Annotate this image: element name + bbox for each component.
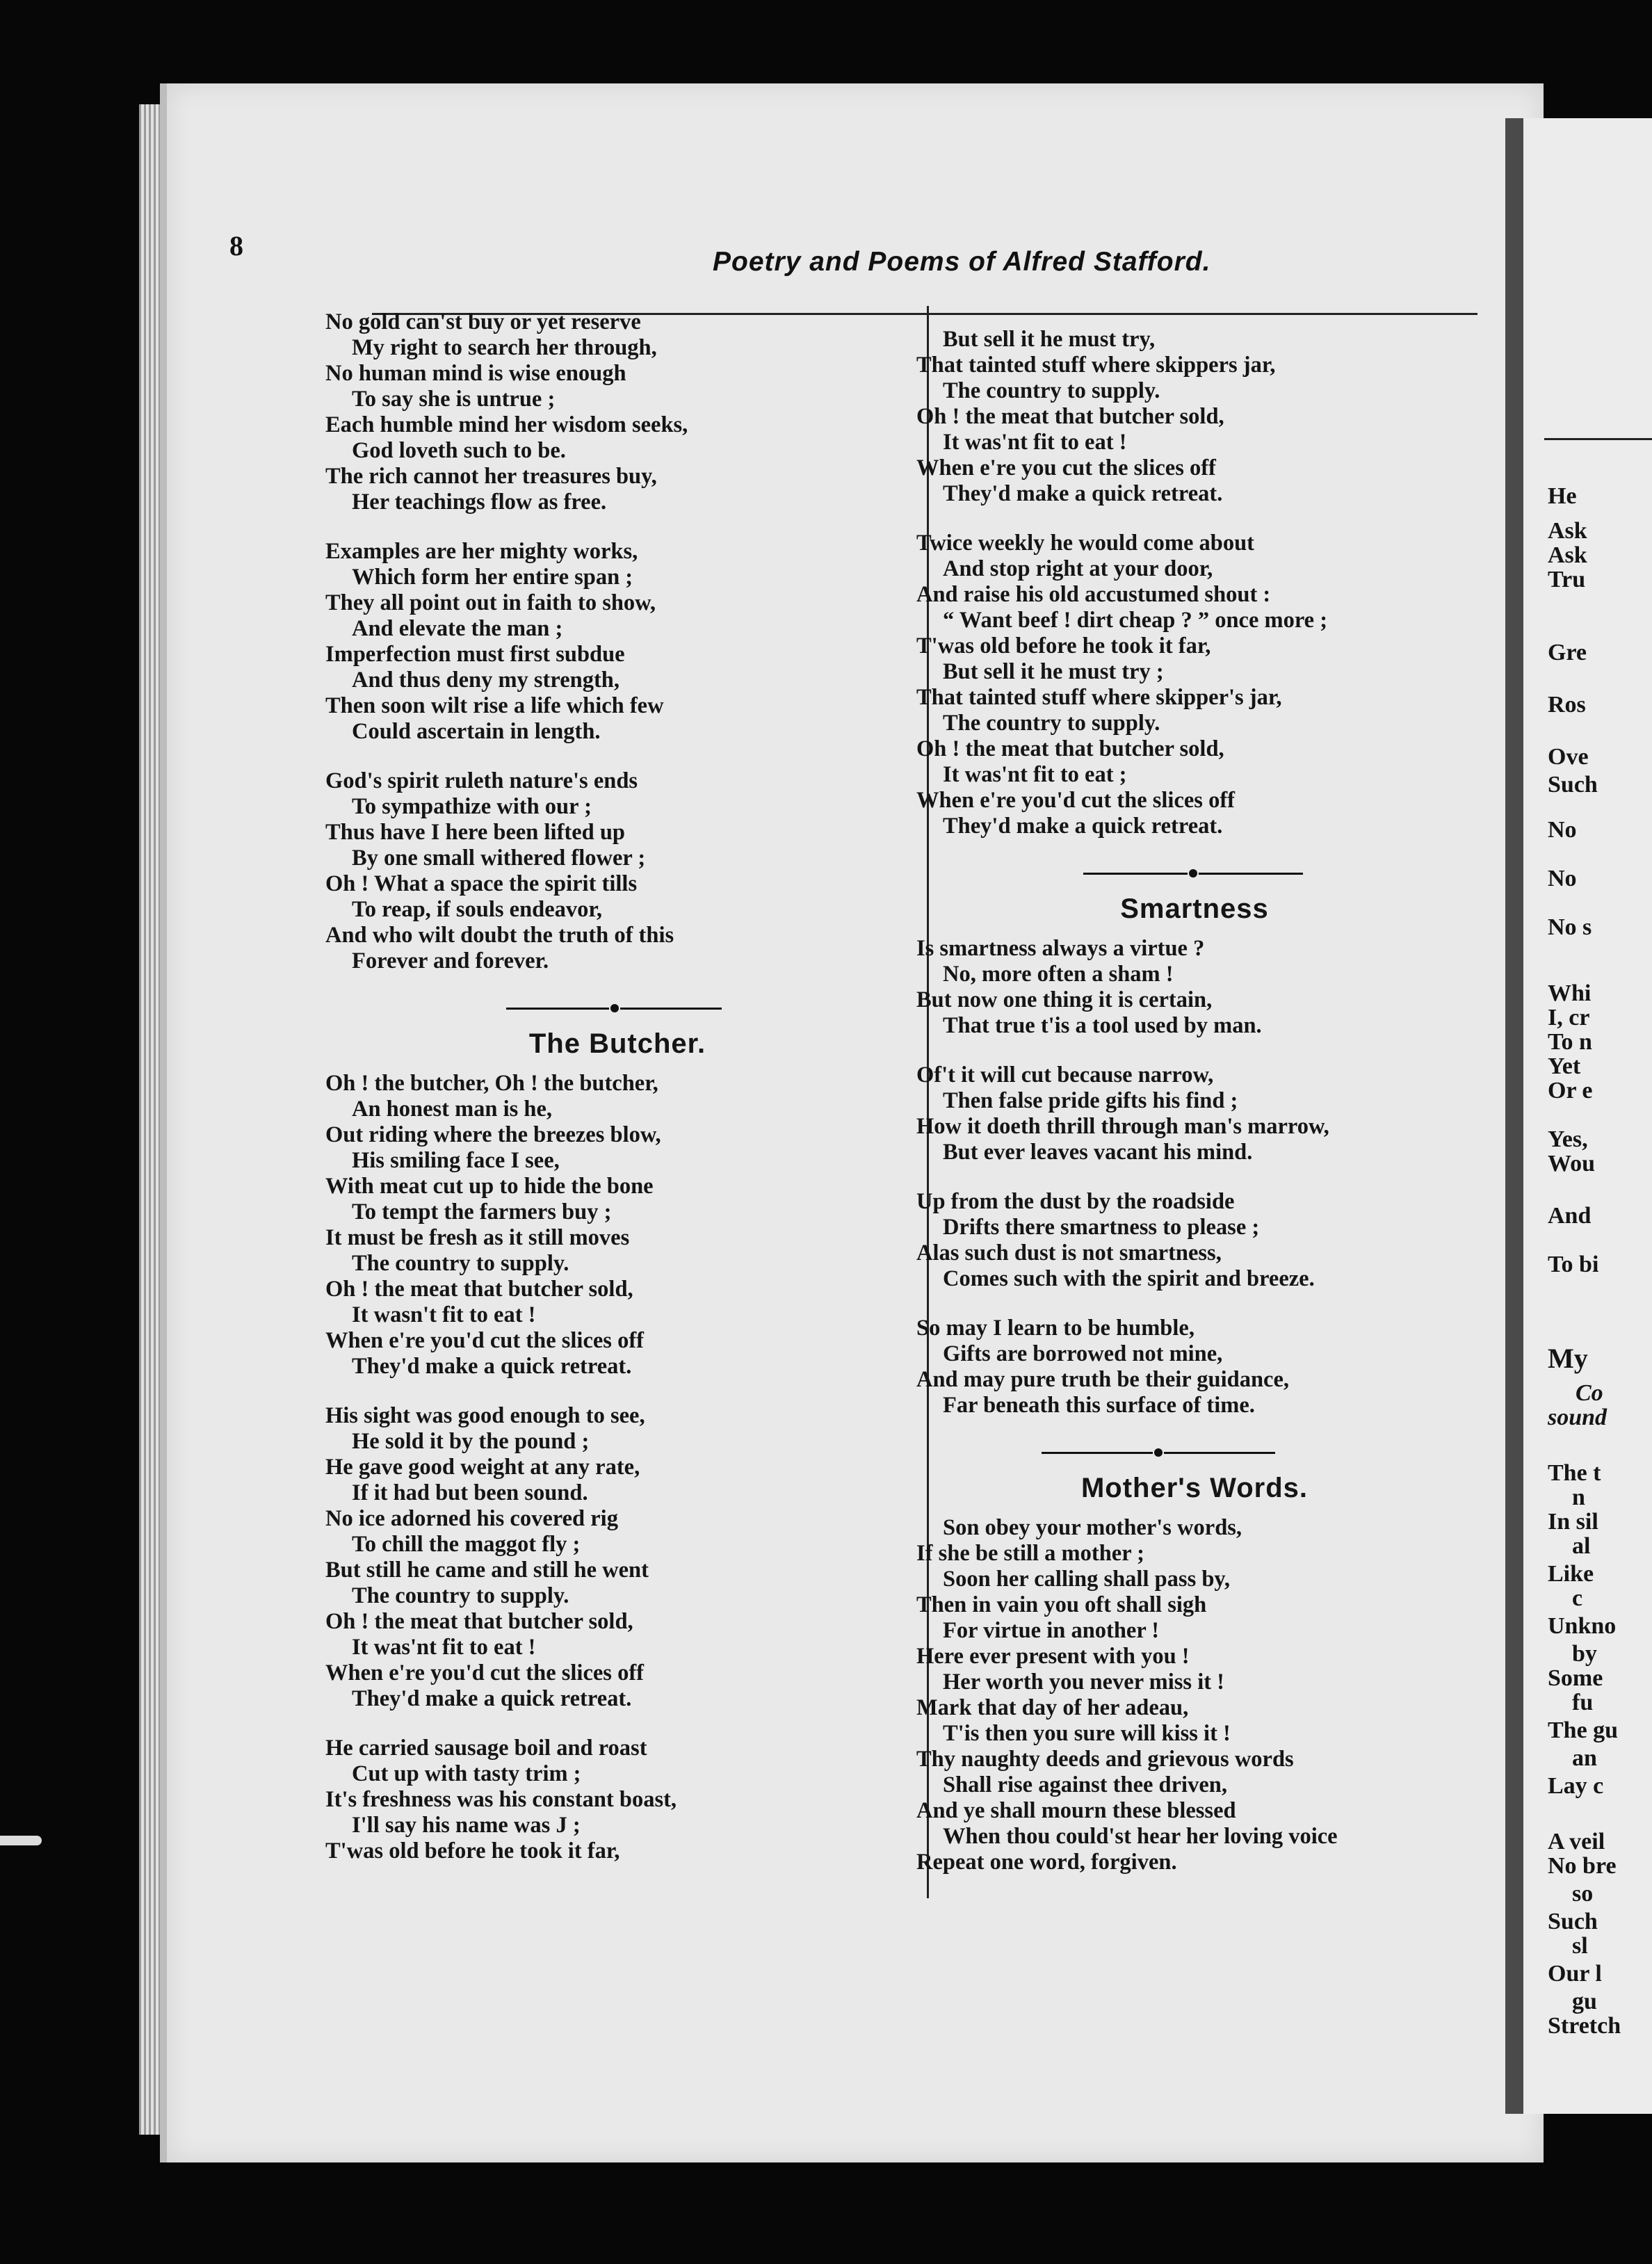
- verse-line: Mark that day of her adeau,: [916, 1695, 1189, 1720]
- verse-line: They'd make a quick retreat.: [352, 1686, 632, 1711]
- verse-line: Twice weekly he would come about: [916, 531, 1254, 556]
- verse-line: They'd make a quick retreat.: [943, 481, 1223, 506]
- verse-line: How it doeth thrill through man's marrow,: [916, 1114, 1329, 1139]
- stanza: [325, 768, 909, 974]
- verse-line: When thou could'st hear her loving voice: [943, 1824, 1338, 1849]
- stanza: [916, 936, 1473, 1039]
- facing-page-fragment: Unkno: [1548, 1613, 1617, 1639]
- verse-line: Is smartness always a virtue ?: [916, 936, 1205, 961]
- verse-line: And ye shall mourn these blessed: [916, 1798, 1236, 1823]
- verse-line: The country to supply.: [352, 1251, 569, 1276]
- verse-line: To reap, if souls endeavor,: [352, 897, 602, 922]
- verse-line: It was'nt fit to eat !: [943, 430, 1127, 455]
- verse-line: T'was old before he took it far,: [325, 1838, 620, 1863]
- verse-line: Comes such with the spirit and breeze.: [943, 1266, 1315, 1291]
- facing-page-rule: [1544, 438, 1652, 440]
- facing-page-fragment: No s: [1548, 914, 1592, 940]
- facing-page-fragment: Co: [1576, 1380, 1603, 1406]
- verse-line: But sell it he must try ;: [943, 659, 1164, 684]
- verse-line: And raise his old accustumed shout :: [916, 582, 1271, 607]
- verse-line: His smiling face I see,: [352, 1148, 560, 1173]
- facing-page: [1505, 118, 1652, 2114]
- verse-line: If she be still a mother ;: [916, 1541, 1144, 1566]
- facing-page-fragment: Such: [1548, 1909, 1598, 1934]
- facing-page-fragment: Wou: [1548, 1151, 1596, 1177]
- verse-line: But sell it he must try,: [943, 327, 1156, 352]
- scan-background-bottom: [0, 2162, 1652, 2264]
- verse-line: God's spirit ruleth nature's ends: [325, 768, 638, 793]
- section-divider: [325, 998, 909, 1019]
- verse-line: That tainted stuff where skipper's jar,: [916, 685, 1282, 710]
- verse-line: To tempt the farmers buy ;: [352, 1199, 612, 1224]
- verse-line: Here ever present with you !: [916, 1644, 1190, 1669]
- verse-line: Alas such dust is not smartness,: [916, 1240, 1222, 1266]
- poem-mothers-words: [916, 1515, 1473, 1875]
- verse-line: Gifts are borrowed not mine,: [943, 1341, 1223, 1366]
- verse-line: When e're you'd cut the slices off: [325, 1660, 644, 1685]
- verse-line: Repeat one word, forgiven.: [916, 1850, 1177, 1875]
- verse-line: When e're you'd cut the slices off: [325, 1328, 644, 1353]
- verse-line: Son obey your mother's words,: [943, 1515, 1242, 1540]
- verse-line: No, more often a sham !: [943, 962, 1174, 987]
- butcher-continuation: [916, 327, 1473, 839]
- verse-line: T'is then you sure will kiss it !: [943, 1721, 1231, 1746]
- facing-page-fragment: gu: [1572, 1989, 1597, 2014]
- section-divider: [916, 863, 1473, 884]
- verse-line: When e're you cut the slices off: [916, 455, 1216, 480]
- verse-line: Soon her calling shall pass by,: [943, 1567, 1231, 1592]
- verse-line: Oh ! What a space the spirit tills: [325, 871, 638, 896]
- stanza: [916, 1062, 1473, 1165]
- facing-page-fragment: sound: [1548, 1405, 1608, 1430]
- facing-page-fragment: The t: [1548, 1460, 1601, 1486]
- page-stack-edge: [139, 104, 160, 2135]
- verse-line: The country to supply.: [943, 378, 1160, 403]
- verse-line: And thus deny my strength,: [352, 668, 620, 693]
- stanza: [325, 539, 909, 745]
- verse-line: They all point out in faith to show,: [325, 590, 656, 615]
- facing-page-fragment: He: [1548, 483, 1577, 509]
- facing-page-fragment: by: [1572, 1641, 1597, 1667]
- verse-line: The country to supply.: [943, 711, 1160, 736]
- verse-line: No gold can'st buy or yet reserve: [325, 309, 641, 334]
- facing-page-fragment: Yes,: [1548, 1126, 1588, 1152]
- facing-page-fragment: I, cr: [1548, 1005, 1590, 1030]
- scan-background: [0, 0, 160, 2264]
- verse-line: Forever and forever.: [352, 948, 549, 973]
- verse-line: Cut up with tasty trim ;: [352, 1761, 581, 1786]
- verse-line: And who wilt doubt the truth of this: [325, 923, 674, 948]
- verse-line: T'was old before he took it far,: [916, 633, 1211, 658]
- verse-line: Up from the dust by the roadside: [916, 1189, 1235, 1214]
- facing-page-fragment: Like: [1548, 1561, 1594, 1587]
- stanza: [916, 531, 1473, 839]
- facing-page-fragment: Ros: [1548, 692, 1586, 718]
- facing-page-fragment: My: [1548, 1343, 1588, 1374]
- stanza: [325, 1403, 909, 1712]
- verse-line: Which form her entire span ;: [352, 565, 633, 590]
- verse-line: The rich cannot her treasures buy,: [325, 464, 657, 489]
- verse-line: Out riding where the breezes blow,: [325, 1122, 661, 1147]
- facing-page-fragment: n: [1572, 1485, 1585, 1510]
- verse-line: To chill the maggot fly ;: [352, 1532, 581, 1557]
- facing-page-fragment: fu: [1572, 1690, 1594, 1715]
- middle-column: [916, 327, 1473, 1899]
- verse-line: They'd make a quick retreat.: [352, 1354, 632, 1379]
- verse-line: Then false pride gifts his find ;: [943, 1088, 1238, 1113]
- poem-title-mothers-words: Mother's Words.: [1080, 1473, 1308, 1503]
- poem-title-the-butcher: The Butcher.: [528, 1028, 706, 1059]
- verse-line: To say she is untrue ;: [352, 387, 556, 412]
- facing-page-fragment: Yet: [1548, 1053, 1581, 1079]
- verse-line: Then in vain you oft shall sigh: [916, 1592, 1207, 1617]
- verse-line: Drifts there smartness to please ;: [943, 1215, 1260, 1240]
- section-divider: [916, 1442, 1473, 1463]
- verse-line: Her worth you never miss it !: [943, 1669, 1224, 1695]
- verse-line: It must be fresh as it still moves: [325, 1225, 630, 1250]
- poem-the-butcher: [325, 1071, 909, 1864]
- verse-line: And elevate the man ;: [352, 616, 563, 641]
- facing-page-fragment: c: [1572, 1585, 1583, 1611]
- poem-smartness: [916, 936, 1473, 1418]
- verse-line: They'd make a quick retreat.: [943, 814, 1223, 839]
- verse-line: My right to search her through,: [352, 335, 657, 360]
- facing-page-fragment: A veil: [1548, 1829, 1605, 1854]
- facing-page-fragment: Stretch: [1548, 2013, 1621, 2039]
- verse-line: For virtue in another !: [943, 1618, 1160, 1643]
- verse-line: When e're you'd cut the slices off: [916, 788, 1235, 813]
- facing-page-fragment: Ove: [1548, 744, 1589, 770]
- facing-page-fragment: an: [1572, 1745, 1597, 1771]
- verse-line: His sight was good enough to see,: [325, 1403, 645, 1428]
- verse-line: Of't it will cut because narrow,: [916, 1062, 1214, 1087]
- verse-line: Oh ! the meat that butcher sold,: [325, 1277, 633, 1302]
- facing-page-fragment: Ask: [1548, 518, 1587, 544]
- verse-line: It's freshness was his constant boast,: [325, 1787, 677, 1812]
- verse-line: No ice adorned his covered rig: [325, 1506, 618, 1531]
- verse-line: But now one thing it is certain,: [916, 987, 1213, 1012]
- verse-line: And stop right at your door,: [943, 556, 1213, 581]
- verse-line: Imperfection must first subdue: [325, 642, 625, 667]
- facing-page-fragment: al: [1572, 1533, 1591, 1559]
- verse-line: That tainted stuff where skippers jar,: [916, 353, 1276, 378]
- verse-line: Each humble mind her wisdom seeks,: [325, 412, 688, 437]
- facing-page-fragment: so: [1572, 1881, 1594, 1907]
- verse-line: An honest man is he,: [352, 1097, 553, 1122]
- verse-line: He gave good weight at any rate,: [325, 1455, 640, 1480]
- verse-line: By one small withered flower ;: [352, 846, 646, 871]
- facing-page-fragment: Some: [1548, 1665, 1603, 1691]
- poem-title-smartness: Smartness: [1120, 894, 1269, 924]
- verse-line: Her teachings flow as free.: [352, 490, 607, 515]
- verse-line: He sold it by the pound ;: [352, 1429, 590, 1454]
- stanza: [325, 309, 909, 515]
- facing-page-fragment: Whi: [1548, 980, 1592, 1006]
- verse-line: It wasn't fit to eat !: [352, 1302, 536, 1327]
- facing-page-fragment: No: [1548, 817, 1577, 843]
- facing-page-fragment: To n: [1548, 1029, 1592, 1055]
- stanza: [916, 327, 1473, 507]
- verse-line: To sympathize with our ;: [352, 794, 592, 819]
- verse-line: He carried sausage boil and roast: [325, 1736, 647, 1761]
- facing-page-fragment: No: [1548, 866, 1577, 891]
- verse-line: Oh ! the meat that butcher sold,: [916, 404, 1224, 429]
- verse-line: The country to supply.: [352, 1583, 569, 1608]
- verse-line: It was'nt fit to eat ;: [943, 762, 1127, 787]
- facing-page-fragment: Our l: [1548, 1961, 1602, 1987]
- verse-line: I'll say his name was J ;: [352, 1813, 581, 1838]
- verse-line: Thus have I here been lifted up: [325, 820, 625, 845]
- verse-line: Then soon wilt rise a life which few: [325, 693, 664, 718]
- stanza: [916, 1515, 1473, 1875]
- verse-line: Thy naughty deeds and grievous words: [916, 1747, 1294, 1772]
- verse-line: So may I learn to be humble,: [916, 1316, 1195, 1341]
- facing-page-fragment: Ask: [1548, 542, 1587, 568]
- stanza: [916, 1316, 1473, 1418]
- stanza: [325, 1071, 909, 1380]
- facing-page-fragment: The gu: [1548, 1717, 1619, 1743]
- stanza: [916, 1189, 1473, 1292]
- poem-continuation: [325, 309, 909, 974]
- running-head: Poetry and Poems of Alfred Stafford.: [713, 247, 1211, 277]
- facing-page-fragment: Tru: [1548, 567, 1586, 592]
- facing-page-fragment: To bi: [1548, 1252, 1599, 1277]
- verse-line: With meat cut up to hide the bone: [325, 1174, 654, 1199]
- verse-line: That true t'is a tool used by man.: [943, 1013, 1262, 1038]
- stanza: [325, 1736, 909, 1864]
- binding-clip: [0, 1836, 42, 1845]
- facing-page-fragment: No bre: [1548, 1853, 1617, 1879]
- verse-line: Examples are her mighty works,: [325, 539, 638, 564]
- facing-page-fragment: In sil: [1548, 1509, 1598, 1535]
- left-column: [325, 309, 909, 1888]
- facing-page-fragment: Such: [1548, 772, 1598, 798]
- page-number: 8: [229, 230, 243, 261]
- verse-line: Could ascertain in length.: [352, 719, 601, 744]
- verse-line: No human mind is wise enough: [325, 361, 626, 386]
- verse-line: But ever leaves vacant his mind.: [943, 1140, 1253, 1165]
- verse-line: But still he came and still he went: [325, 1558, 649, 1583]
- verse-line: Shall rise against thee driven,: [943, 1772, 1227, 1797]
- facing-page-fragment: Lay c: [1548, 1773, 1604, 1799]
- verse-line: And may pure truth be their guidance,: [916, 1367, 1289, 1392]
- verse-line: It was'nt fit to eat !: [352, 1635, 536, 1660]
- verse-line: Oh ! the meat that butcher sold,: [916, 736, 1224, 761]
- verse-line: “ Want beef ! dirt cheap ? ” once more ;: [943, 608, 1328, 633]
- facing-page-fragment: Gre: [1548, 640, 1587, 665]
- verse-line: Oh ! the butcher, Oh ! the butcher,: [325, 1071, 658, 1096]
- verse-line: God loveth such to be.: [352, 438, 566, 463]
- verse-line: If it had but been sound.: [352, 1480, 588, 1505]
- facing-page-fragment: Or e: [1548, 1078, 1593, 1103]
- facing-page-fragment: And: [1548, 1203, 1592, 1229]
- verse-line: Far beneath this surface of time.: [943, 1393, 1255, 1418]
- verse-line: Oh ! the meat that butcher sold,: [325, 1609, 633, 1634]
- facing-page-fragment: sl: [1572, 1933, 1588, 1959]
